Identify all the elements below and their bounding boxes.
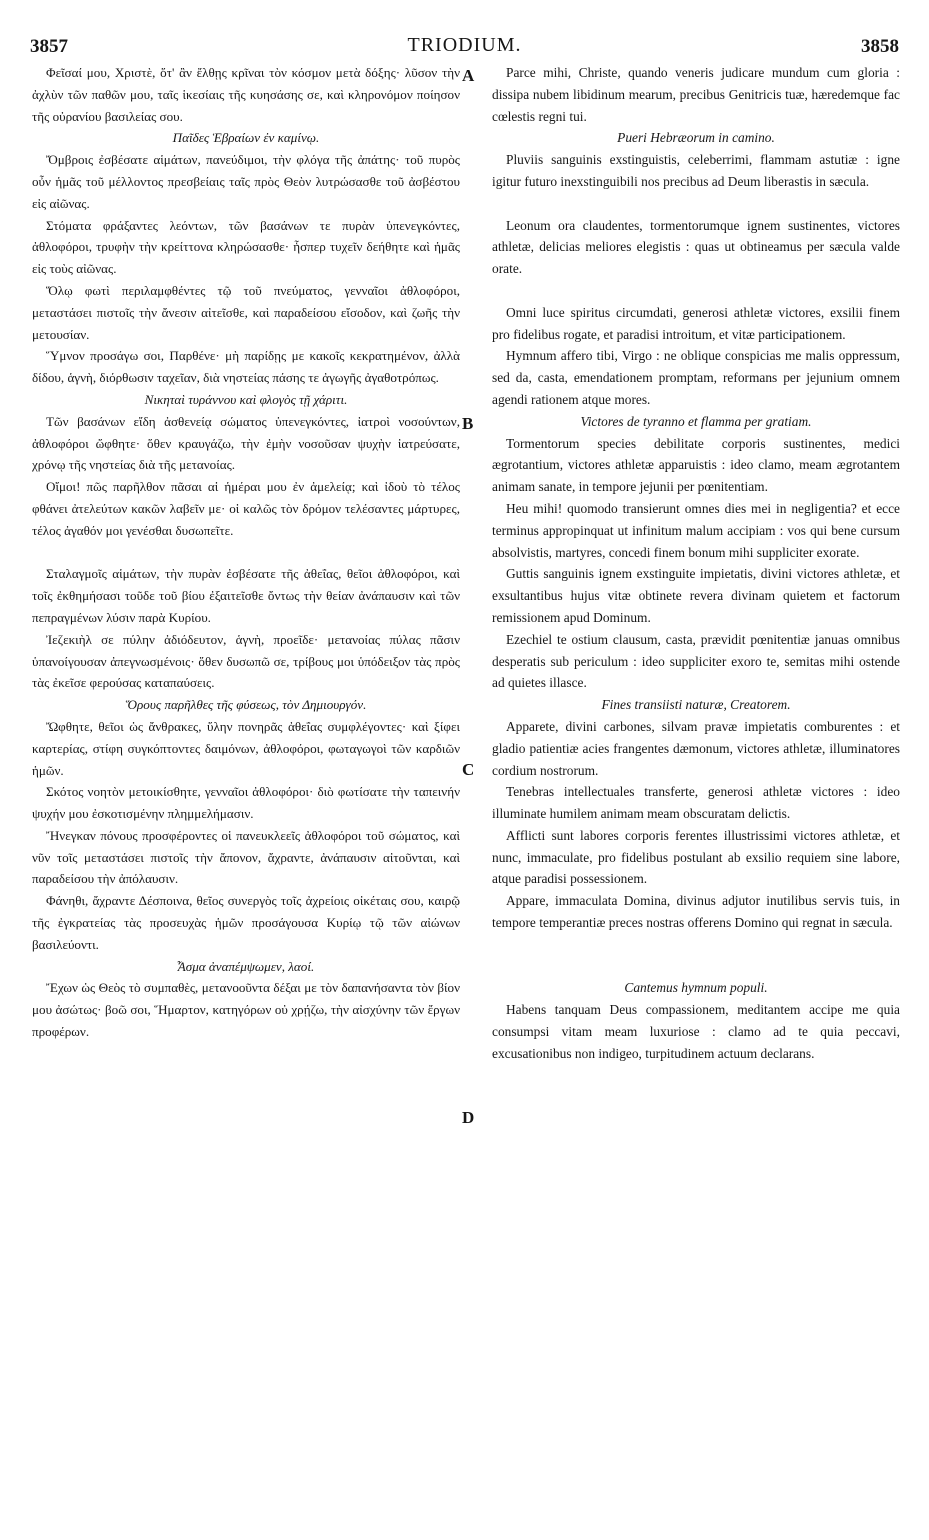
latin-paragraph: Omni luce spiritus circumdati, generosi athletæ victores, exsilii finem pro fidelibus rogate, et paradisi introitum, et vitæ participationem. bbox=[492, 304, 900, 342]
greek-paragraph: Σταλαγμοῖς αἱμάτων, τὴν πυρὰν ἐσβέσατε τῆς ἀθεΐας, θεῖοι ἀθλοφόροι, καὶ τοῖς ἐκθημήσασι τοῦδε τοῦ βίου ἐξαιτεῖσθε ὄντως τὴν θείαν ἀνάπαυσιν καὶ τῶν πεπραγμένων λύσιν παρὰ Κυρίου. bbox=[32, 566, 460, 625]
running-header bbox=[30, 28, 899, 62]
greek-paragraph: Τῶν βασάνων εἴδη ἀσθενείᾳ σώματος ὑπενεγκόντες, ἰατροὶ νοσούντων, ἀθλοφόροι ὤφθητε· ὅθεν κραυγάζω, τὴν ἐμὴν νοσοῦσαν ψυχὴν ἰατρεύσατε, χρόνῳ τῆς νηστείας διὰ τῆς μετανοίας. bbox=[32, 413, 460, 473]
greek-paragraph: Ἔχων ὡς Θεὸς τὸ συμπαθὲς, μετανοοῦντα δέξαι με τὸν δαπανήσαντα τὸν βίον μου ἀσώτως· βοῶ σοι, Ἥμαρτον, κατηγόρων οὐ χρῄζω, τὴν αἰσχύνην τῶν ἔργων προφέρων. bbox=[32, 980, 460, 1040]
greek-heading: Ὅρους παρῆλθες τῆς φύσεως, τὸν Δημιουργόν. bbox=[125, 697, 367, 713]
latin-paragraph: Habens tanquam Deus compassionem, meditantem accipe me quia consumpsi vitam meam luxuriose : clamo ad te quia peccavi, excusationibus non indigeo, turpitudinem actuum declarans. bbox=[492, 1002, 900, 1061]
margin-letter-d: D bbox=[462, 1108, 475, 1127]
greek-paragraph: Ὄμβροις ἐσβέσατε αἱμάτων, πανεύδιμοι, τὴν φλόγα τῆς ἀπάτης· τοῦ πυρὸς οὖν ἡμᾶς τοῦ μέλλοντος πρεσβείαις ταῖς πρὸς Θεὸν λυτρώσασθε τοῦ ἀσβέστου εἰς αἰῶνας. bbox=[32, 152, 460, 211]
latin-paragraph: Appare, immaculata Domina, divinus adjutor inutilibus servis tuis, in tempore temperantiæ preces nostras offerens Domino qui regnat in sæcula. bbox=[492, 893, 900, 931]
latin-paragraph: Pluviis sanguinis exstinguistis, celeberrimi, flammam astutiæ : igne igitur futuro inexstinguibili nos precibus ad Deum liberastis in sæcula. bbox=[492, 152, 900, 189]
margin-letter-a: A bbox=[462, 66, 475, 85]
greek-paragraph: Στόματα φράξαντες λεόντων, τῶν βασάνων τε πυρὰν ὑπενεγκόντες, ἀθλοφόροι, τρυφὴν τὴν κρείττονα κληρώσασθε· ἧσπερ τυχεῖν δεήθητε καὶ ἡμᾶς εἰς τοὺς αἰῶνας. bbox=[32, 217, 460, 277]
margin-letter-b: B bbox=[462, 414, 474, 433]
latin-paragraph: Tenebras intellectuales transferte, generosi athletæ victores : ideo illuminate humilem animam meam obscuratam delictis. bbox=[492, 784, 900, 822]
spacer bbox=[492, 280, 900, 302]
greek-paragraph: Σκότος νοητὸν μετοικίσθητε, γενναῖοι ἀθλοφόροι· διὸ φωτίσατε τὴν ταπεινήν ψυχήν μου ἐσκοτισμένην πλημμελήμασιν. bbox=[32, 784, 460, 822]
latin-paragraph: Leonum ora claudentes, tormentorumque ignem sustinentes, victores athletæ, delicias meliores elegistis : quas ut obtineamus per sæcula valde orate. bbox=[492, 217, 900, 277]
greek-paragraph: Ὅλῳ φωτὶ περιλαμφθέντες τῷ τοῦ πνεύματος, γενναῖοι ἀθλοφόροι, μεταστάσει πιστοῖς τὴν ἄνεσιν αἰτεῖσθε, καὶ παραδείσου εἴσοδον, καὶ ζωῆς τὴν μετουσίαν. bbox=[32, 282, 460, 342]
greek-paragraph: Φάνηθι, ἄχραντε Δέσποινα, θεῖος συνεργὸς τοῖς ἀχρείοις οἰκέταις σου, καιρῷ τῆς ἐγκρατείας τὰς προσευχὰς ἡμῶν προσάγουσα Κυρίῳ τῷ τῶν αἰώνων βασιλεύοντι. bbox=[32, 893, 460, 952]
greek-heading: Νικηταὶ τυράννου καὶ φλογὸς τῇ χάριτι. bbox=[144, 391, 348, 407]
latin-paragraph: Guttis sanguinis ignem exstinguite impietatis, divini victores athletæ, et exsultantibus hujus vitæ obtinete revera divinam quietem et factorum remissionem apud Dominum. bbox=[492, 566, 900, 625]
spacer bbox=[492, 934, 900, 978]
greek-heading: Ἆσμα ἀναπέμψωμεν, λαοί. bbox=[177, 958, 315, 974]
right-page-number: 3858 bbox=[861, 36, 899, 57]
latin-paragraph: Ezechiel te ostium clausum, casta, prævidit pœnitentiæ januas omnibus desperatis sub periculum : ideo suppliciter exoro te, semitas mihi ostende ad quietes illasce. bbox=[492, 631, 900, 691]
latin-paragraph: Heu mihi! quomodo transierunt omnes dies mei in negligentia? et ecce terminus appropinquat ut infinitum malum accipiam : vos qui bene cursum absolvistis, martyres, concedi finem bonum mihi suppliciter exorate. bbox=[492, 500, 900, 560]
latin-paragraph: Hymnum affero tibi, Virgo : ne oblique conspicias me malis oppressum, sed da, casta, emendationem promptam, reformans per jejunium omnem agendi rationem atque mores. bbox=[492, 348, 900, 407]
greek-paragraph: Ὕμνον προσάγω σοι, Παρθένε· μὴ παρίδῃς με κακοῖς κεκρατημένον, ἀλλὰ δίδου, ἁγνὴ, διόρθωσιν ταχεῖαν, διὰ νηστείας πάσης τε ἀγωγῆς ἀγαθοτρόπως. bbox=[32, 348, 460, 386]
latin-paragraph: Parce mihi, Christe, quando veneris judicare mundum cum gloria : dissipa nubem libidinum mearum, precibus Genitricis tuæ, hæredemque fac cœlestis regni tui. bbox=[492, 65, 900, 124]
latin-heading: Fines transiisti naturæ, Creatorem. bbox=[601, 697, 791, 713]
running-title: TRIODIUM. bbox=[407, 34, 522, 56]
greek-paragraph: Ὤφθητε, θεῖοι ὡς ἄνθρακες, ὕλην πονηρᾶς ἀθεΐας συμφλέγοντες· καὶ ξίφει καρτερίας, στίφη συγκόπτοντες δαιμόνων, ἀθλοφόροι, φωταγωγοὶ τῶν καρδιῶν ἡμῶν. bbox=[32, 718, 460, 778]
left-page-number: 3857 bbox=[30, 36, 68, 57]
margin-letter-c: C bbox=[462, 760, 475, 779]
greek-paragraph: Ἤνεγκαν πόνους προσφέροντες οἱ πανευκλεεῖς ἀθλοφόροι τοῦ σώματος, καὶ νῦν τοῖς μεταστάσει πιστοῖς τὴν ἄπονον, ἄχραντε, ἀνάπαυσιν αἰτοῦνται, καὶ παραδείσου τὴν ἀπόλαυσιν. bbox=[32, 827, 460, 887]
greek-paragraph: Φεῖσαί μου, Χριστὲ, ὅτ' ἂν ἔλθῃς κρῖναι τὸν κόσμον μετὰ δόξης· λῦσον τὴν ἀχλὺν τῶν παθῶν μου, ταῖς ἱκεσίαις τῆς κυησάσης σε, καὶ κληρονόμον ποίησον τῆς οὐρανίου βασιλείας σου. bbox=[32, 65, 460, 124]
spacer bbox=[32, 542, 460, 564]
latin-paragraph: Apparete, divini carbones, silvam pravæ impietatis comburentes : et gladio patientiæ acies frangentes dæmonum, victores athletæ, illuminatores cordium nostrorum. bbox=[492, 718, 900, 778]
latin-heading: Cantemus hymnum populi. bbox=[624, 980, 768, 996]
greek-column bbox=[32, 62, 460, 1043]
latin-heading: Pueri Hebræorum in camino. bbox=[617, 130, 775, 146]
greek-paragraph: Ἰεζεκιὴλ σε πύλην ἀδιόδευτον, ἁγνὴ, προεῖδε· μετανοίας πύλας πᾶσιν ὑπανοίγουσαν ἀπεγνωσμένοις· ὅθεν δυσωπῶ σε, τρίβους μοι ὑπόδειξον τὰς πρὸς τὰς ἐκεῖσε φερούσας καταπαύσεις. bbox=[32, 631, 460, 691]
latin-column bbox=[492, 62, 900, 1065]
latin-heading: Victores de tyranno et flamma per gratiam. bbox=[580, 413, 812, 429]
greek-paragraph: Οἴμοι! πῶς παρῆλθον πᾶσαι αἱ ἡμέραι μου ἐν ἀμελείᾳ; καὶ ἰδοὺ τὸ τέλος φθάνει ἀτελεύτων κακῶν λαβεῖν με· οἱ καλῶς τὸν δρόμον τελέσαντες μάρτυρες, τέλος ἀγαθόν μοι γενέσθαι δυσωπεῖτε. bbox=[32, 479, 460, 538]
spacer bbox=[492, 193, 900, 215]
greek-heading: Παῖδες Ἑβραίων ἐν καμίνῳ. bbox=[172, 130, 320, 146]
latin-paragraph: Tormentorum species debilitate corporis sustinentes, medici ægrotantium, victores athletæ apparuistis : ideo clamo, meam ægrotantem animam sanate, in tempore jejunii per pœnitentiam. bbox=[492, 435, 900, 495]
latin-paragraph: Afflicti sunt labores corporis ferentes illustrissimi victores athletæ, et nunc, immaculate, pro fidelibus postulant ab exsilio requiem sine labore, atque paradisi possessionem. bbox=[492, 827, 900, 887]
